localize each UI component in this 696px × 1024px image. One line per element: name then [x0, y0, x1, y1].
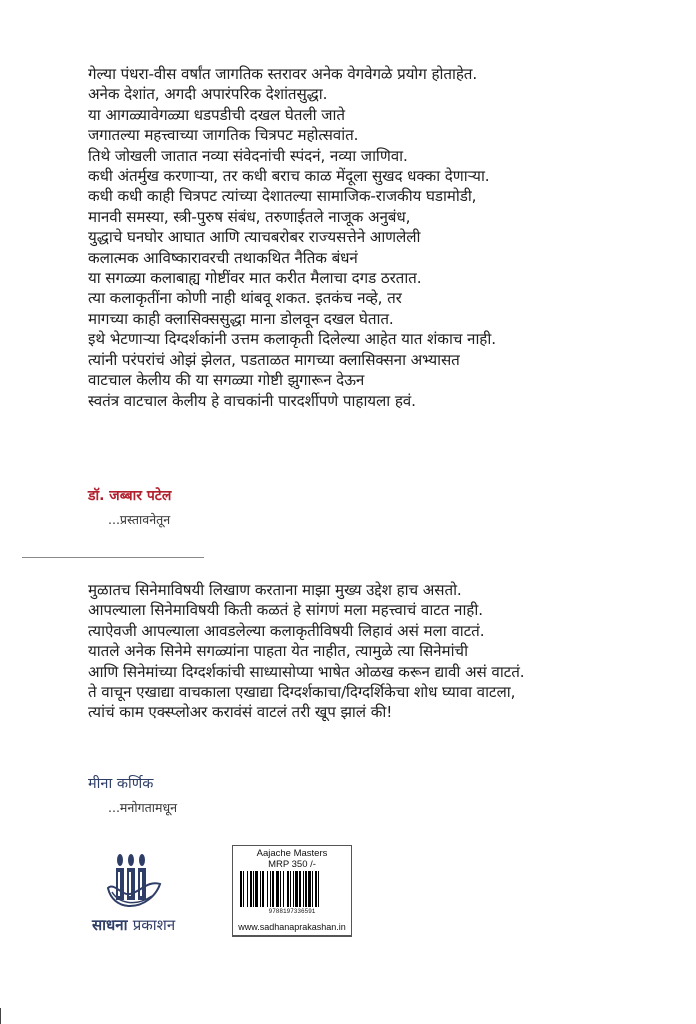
quote-line: कधी कधी काही चित्रपट त्यांच्या देशातल्या सामाजिक-राजकीय घडामोडी, [88, 187, 477, 206]
quote-line: कधी अंतर्मुख करणाऱ्या, तर कधी बराच काळ मेंदूला सुखद धक्का देणाऱ्या. [88, 167, 490, 186]
quote-line: इथे भेटणाऱ्या दिग्दर्शकांनी उत्तम कलाकृती दिलेल्या आहेत यात शंकाच नाही. [88, 330, 496, 349]
publisher-website: www.sadhanaprakashan.in [232, 919, 352, 936]
barcode-isbn: 9788197336591 [268, 908, 316, 915]
publisher-logo [92, 852, 216, 942]
quote-line: आपल्याला सिनेमाविषयी किती कळतं हे सांगणं मला महत्त्वाचं वाटत नाही. [88, 601, 483, 620]
quote-line: युद्धाचे घनघोर आघात आणि त्याचबरोबर राज्यसत्तेने आणलेली [88, 228, 421, 247]
barcode-icon [238, 871, 346, 907]
crop-mark [0, 1008, 1, 1024]
quote-block-foreword [88, 580, 648, 723]
quote-line: त्या कलाकृतींना कोणी नाही थांबवू शकत. इतकंच नव्हे, तर [88, 289, 402, 308]
quote-line: मागच्या काही क्लासिक्ससुद्धा माना डोलवून दखल घेतात. [88, 309, 394, 328]
quote-author-foreword: मीना कर्णिक [88, 776, 154, 792]
quote-line: या आगळ्यावेगळ्या धडपडीची दखल घेतली जाते [88, 105, 345, 124]
candles-logo-icon [104, 852, 168, 912]
quote-line: त्यांचं काम एक्स्प्लोअर करावंसं वाटलं तरी खूप झालं की! [88, 703, 393, 722]
quote-line: वाटचाल केलीय की या सगळ्या गोष्टी झुगारून देऊन [88, 371, 365, 390]
quote-line: त्यांनी परंपरांचं ओझं झेलत, पडताळत मागच्या क्लासिक्सना अभ्यासत [88, 350, 460, 369]
quote-line: जगातल्या महत्त्वाच्या जागतिक चित्रपट महोत्सवांत. [88, 126, 359, 145]
quote-block-preface [88, 64, 648, 411]
quote-line: अनेक देशांत, अगदी अपारंपरिक देशांतसुद्धा. [88, 85, 328, 104]
publisher-name-part1: साधना [92, 916, 128, 934]
barcode-book-title: Aajache Masters [256, 848, 328, 859]
section-divider [22, 557, 204, 558]
barcode-mrp: MRP 350 /- [268, 859, 316, 870]
quote-line: या सगळ्या कलाबाह्य गोष्टींवर मात करीत मैलाचा दगड ठरतात. [88, 269, 422, 288]
quote-line: त्याऐवजी आपल्याला आवडलेल्या कलाकृतीविषयी लिहावं असं मला वाटतं. [88, 621, 485, 640]
quote-source-foreword: ...मनोगतामधून [108, 800, 178, 815]
quote-line: कलात्मक आविष्कारावरची तथाकथित नैतिक बंधनं [88, 248, 358, 267]
quote-line: ते वाचून एखाद्या वाचकाला एखाद्या दिग्दर्शकाचा/दिग्दर्शिकेचा शोध घ्यावा वाटला, [88, 683, 516, 702]
publisher-name [92, 915, 175, 935]
quote-line: स्वतंत्र वाटचाल केलीय हे वाचकांनी पारदर्शीपणे पाहायला हवं. [88, 391, 416, 410]
quote-author-preface: डॉ. जब्बार पटेल [88, 488, 172, 504]
quote-line: गेल्या पंधरा-वीस वर्षांत जागतिक स्तरावर अनेक वेगवेगळे प्रयोग होताहेत. [88, 65, 478, 83]
quote-line: मानवी समस्या, स्त्री-पुरुष संबंध, तरुणाईतले नाजूक अनुबंध, [88, 207, 411, 226]
quote-line: मुळातच सिनेमाविषयी लिखाण करताना माझा मुख्य उद्देश हाच असतो. [88, 581, 462, 599]
quote-line: आणि सिनेमांच्या दिग्दर्शकांची साध्यासोप्या भाषेत ओळख करून द्यावी असं वाटतं. [88, 662, 525, 681]
publisher-name-part2: प्रकाशन [132, 916, 176, 934]
quote-line: यातले अनेक सिनेमे सगळ्यांना पाहता येत नाहीत, त्यामुळे त्या सिनेमांची [88, 642, 468, 661]
quote-line: तिथे जोखली जातात नव्या संवेदनांची स्पंदनं, नव्या जाणिवा. [88, 146, 408, 165]
quote-source-preface: ...प्रस्तावनेतून [108, 512, 171, 527]
